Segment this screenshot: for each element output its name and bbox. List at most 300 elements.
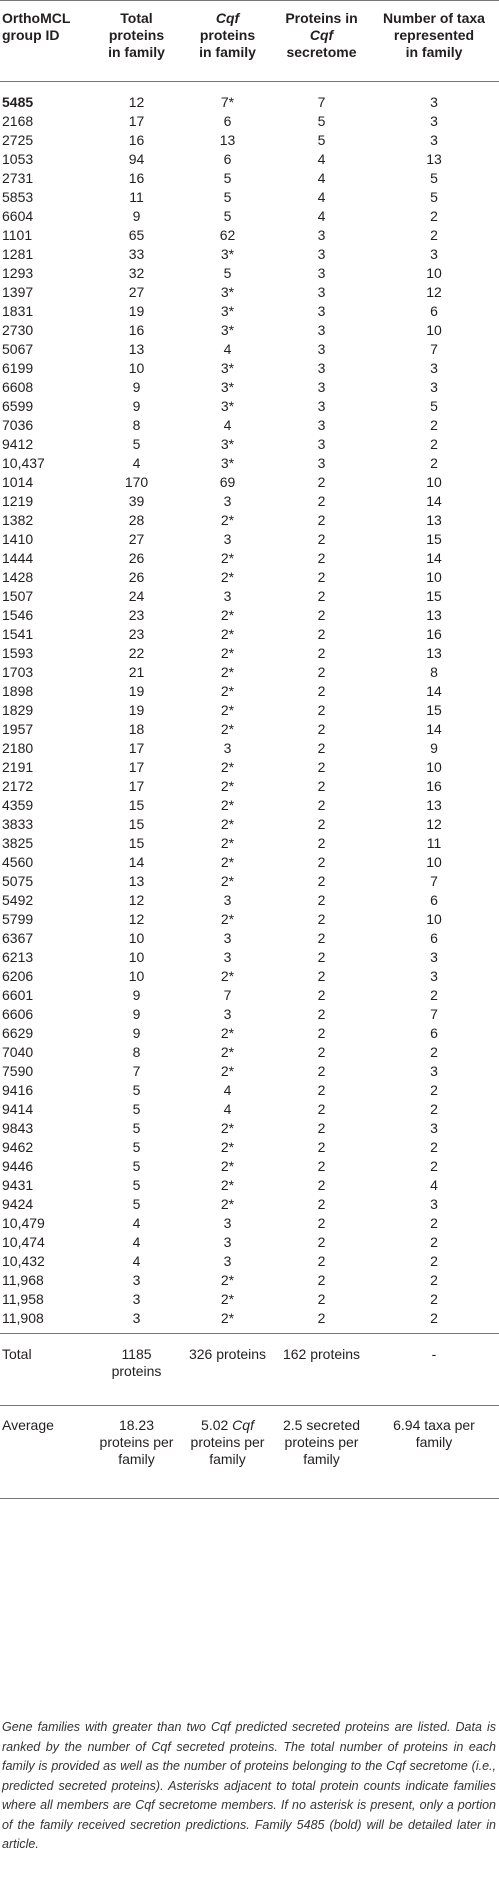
taxa-cell: 3 (430, 949, 438, 965)
table-row (0, 283, 499, 302)
total-proteins-cell: 26 (128, 550, 145, 566)
table-row (0, 910, 499, 929)
header-cqf-proteins: Cqf proteins in family (199, 10, 256, 60)
total-proteins-cell: 9 (132, 208, 141, 224)
secretome-cell: 2 (317, 1120, 326, 1136)
group-id-cell: 7040 (2, 1044, 34, 1060)
total-proteins-cell: 3 (132, 1291, 141, 1307)
total-proteins-cell: 27 (128, 284, 145, 300)
secretome-cell: 2 (317, 797, 326, 813)
table-row (0, 587, 499, 606)
group-id-cell: 9462 (2, 1139, 34, 1155)
cqf-proteins-cell: 2* (220, 1120, 235, 1136)
header-taxa-count: Number of taxa represented in family (383, 10, 485, 60)
total-proteins-cell: 16 (128, 132, 145, 148)
cqf-proteins-cell: 2* (220, 854, 235, 870)
secretome-cell: 2 (317, 512, 326, 528)
secretome-cell: 2 (317, 1196, 326, 1212)
group-id-cell: 6206 (2, 968, 34, 984)
group-id-cell: 2180 (2, 740, 34, 756)
secretome-cell: 2 (317, 873, 326, 889)
taxa-cell: 13 (426, 151, 442, 167)
group-id-cell: 11,908 (2, 1310, 44, 1326)
group-id-cell: 1101 (2, 227, 33, 243)
total-proteins-cell: 9 (132, 987, 141, 1003)
cqf-proteins-cell: 3 (223, 1253, 232, 1269)
group-id-cell: 6608 (2, 379, 34, 395)
cqf-proteins-cell: 2* (220, 1158, 235, 1174)
taxa-cell: 4 (430, 1177, 438, 1193)
cqf-proteins-cell: 3* (220, 246, 235, 262)
cqf-proteins-cell: 3 (223, 740, 232, 756)
taxa-cell: 5 (430, 398, 438, 414)
group-id-cell: 1703 (2, 664, 34, 680)
taxa-cell: 10 (426, 322, 442, 338)
secretome-cell: 2 (317, 569, 326, 585)
table-row (0, 1252, 499, 1271)
cqf-proteins-cell: 2* (220, 778, 235, 794)
table-row (0, 169, 499, 188)
cqf-proteins-cell: 2* (220, 721, 235, 737)
table-row (0, 568, 499, 587)
taxa-cell: 2 (430, 1310, 438, 1326)
group-id-cell: 1219 (2, 493, 34, 509)
total-proteins-cell: 4 (132, 1215, 141, 1231)
total-proteins-cell: 39 (128, 493, 145, 509)
total-proteins-cell: 5 (132, 436, 141, 452)
cqf-proteins-cell: 7* (181, 82, 274, 113)
total-proteins-cell: 24 (128, 588, 145, 604)
secretome-cell: 2 (317, 1291, 326, 1307)
taxa-cell: 3 (430, 360, 438, 376)
taxa-cell: 2 (430, 1044, 438, 1060)
group-id-cell: 1541 (2, 626, 34, 642)
group-id-cell: 3825 (2, 835, 34, 851)
table-row (0, 1271, 499, 1290)
secretome-cell: 3 (317, 436, 326, 452)
table-row (0, 226, 499, 245)
cqf-proteins-cell: 2* (220, 512, 235, 528)
secretome-cell: 3 (317, 227, 326, 243)
group-id-cell: 6601 (2, 987, 34, 1003)
cqf-proteins-cell: 2* (220, 645, 235, 661)
taxa-cell: 10 (426, 474, 442, 490)
secretome-cell: 2 (317, 531, 326, 547)
table-row (0, 1214, 499, 1233)
taxa-cell: 3 (369, 82, 499, 113)
total-proteins-cell: 27 (128, 531, 145, 547)
taxa-cell: 16 (426, 626, 442, 642)
total-proteins-cell: 17 (128, 113, 145, 129)
secretome-cell: 2 (317, 968, 326, 984)
table-row (0, 1043, 499, 1062)
cqf-proteins-cell: 2* (220, 1044, 235, 1060)
taxa-cell: 6 (430, 892, 438, 908)
table-body (0, 82, 499, 1499)
group-id-cell: 11,968 (2, 1272, 44, 1288)
cqf-proteins-cell: 3 (223, 949, 232, 965)
total-proteins-cell: 5 (132, 1158, 141, 1174)
total-proteins-cell: 8 (132, 1044, 141, 1060)
cqf-proteins-cell: 3* (220, 379, 235, 395)
taxa-cell: 3 (430, 1196, 438, 1212)
secretome-cell: 2 (317, 759, 326, 775)
group-id-cell: 9412 (2, 436, 34, 452)
table-row (0, 986, 499, 1005)
group-id-cell: 1397 (2, 284, 34, 300)
taxa-cell: 10 (426, 569, 442, 585)
cqf-proteins-cell: 3 (223, 930, 232, 946)
group-id-cell: 2725 (2, 132, 34, 148)
cqf-proteins-cell: 3* (220, 360, 235, 376)
group-id-cell: 5853 (2, 189, 34, 205)
cqf-proteins-cell: 2* (220, 626, 235, 642)
table-row (0, 1195, 499, 1214)
group-id-cell: 1546 (2, 607, 34, 623)
total-proteins-cell: 13 (128, 341, 145, 357)
secretome-cell: 3 (317, 417, 326, 433)
cqf-proteins-cell: 3* (220, 284, 235, 300)
group-id-cell: 5067 (2, 341, 34, 357)
secretome-cell: 2 (317, 702, 326, 718)
taxa-cell: 2 (430, 1272, 438, 1288)
secretome-cell: 2 (317, 835, 326, 851)
total-proteins-cell: 5 (132, 1082, 141, 1098)
group-id-cell: 5799 (2, 911, 34, 927)
total-proteins-cell: 8 (132, 417, 141, 433)
total-proteins-cell: 65 (128, 227, 145, 243)
cqf-proteins-cell: 7 (223, 987, 232, 1003)
cqf-proteins-cell: 3 (223, 493, 232, 509)
group-id-cell: 1898 (2, 683, 34, 699)
total-proteins: 1185 proteins (92, 1334, 181, 1406)
secretome-cell: 2 (317, 588, 326, 604)
total-proteins-cell: 9 (132, 1006, 141, 1022)
secretome-cell: 2 (317, 683, 326, 699)
total-proteins-cell: 15 (128, 816, 145, 832)
total-proteins-cell: 23 (128, 607, 145, 623)
table-row (0, 150, 499, 169)
cqf-proteins-cell: 2* (220, 1139, 235, 1155)
cqf-proteins-cell: 4 (223, 1082, 232, 1098)
total-proteins-cell: 5 (132, 1101, 141, 1117)
secretome-cell: 4 (317, 208, 326, 224)
secretome-cell: 2 (317, 493, 326, 509)
cqf-proteins-cell: 3 (223, 531, 232, 547)
average-row (0, 1406, 499, 1499)
cqf-proteins-cell: 4 (223, 417, 232, 433)
taxa-cell: 13 (426, 645, 442, 661)
taxa-cell: 9 (430, 740, 438, 756)
cqf-proteins-cell: 2* (220, 797, 235, 813)
table-row (0, 207, 499, 226)
cqf-proteins-cell: 3 (223, 1234, 232, 1250)
cqf-proteins-cell: 4 (223, 341, 232, 357)
total-proteins-cell: 19 (128, 702, 145, 718)
group-id-cell: 2730 (2, 322, 34, 338)
secretome-cell: 2 (317, 930, 326, 946)
cqf-proteins-cell: 3* (220, 322, 235, 338)
table-row (0, 1157, 499, 1176)
group-id-cell: 6599 (2, 398, 34, 414)
group-id-cell: 9416 (2, 1082, 34, 1098)
table-row (0, 1024, 499, 1043)
taxa-cell: 10 (426, 854, 442, 870)
taxa-cell: 2 (430, 987, 438, 1003)
cqf-proteins-cell: 2* (220, 1310, 235, 1326)
group-id-cell: 10,479 (2, 1215, 45, 1231)
taxa-cell: 11 (426, 835, 442, 851)
cqf-proteins-cell: 3* (220, 303, 235, 319)
taxa-cell: 2 (430, 1234, 438, 1250)
secretome-cell: 7 (274, 82, 369, 113)
cqf-proteins-cell: 3 (223, 892, 232, 908)
total-proteins-cell: 10 (128, 360, 145, 376)
total-proteins-cell: 16 (128, 322, 145, 338)
cqf-proteins-cell: 3* (220, 455, 235, 471)
table-row (0, 1081, 499, 1100)
secretome-cell: 4 (317, 151, 326, 167)
table-row (0, 302, 499, 321)
taxa-cell: 3 (430, 113, 438, 129)
taxa-cell: 7 (430, 873, 438, 889)
table-row (0, 264, 499, 283)
table-row (0, 663, 499, 682)
secretome-cell: 3 (317, 360, 326, 376)
table-row (0, 701, 499, 720)
secretome-cell: 2 (317, 1310, 326, 1326)
group-id-cell: 1014 (2, 474, 34, 490)
secretome-cell: 2 (317, 1063, 326, 1079)
total-cqf: 326 proteins (181, 1334, 274, 1406)
secretome-cell: 2 (317, 892, 326, 908)
total-proteins-cell: 170 (124, 474, 149, 490)
table-row (0, 1100, 499, 1119)
table-row (0, 1119, 499, 1138)
table-row (0, 359, 499, 378)
table-row (0, 511, 499, 530)
total-proteins-cell: 7 (132, 1063, 141, 1079)
secretome-cell: 2 (317, 778, 326, 794)
secretome-cell: 4 (317, 170, 326, 186)
total-proteins-cell: 5 (132, 1177, 141, 1193)
taxa-cell: 10 (426, 265, 442, 281)
taxa-cell: 16 (426, 778, 442, 794)
secretome-cell: 2 (317, 1234, 326, 1250)
group-id-cell: 1410 (2, 531, 34, 547)
group-id-cell: 2172 (2, 778, 34, 794)
group-id-cell: 2168 (2, 113, 34, 129)
group-id-cell: 5075 (2, 873, 34, 889)
secretome-cell: 2 (317, 949, 326, 965)
taxa-cell: 14 (426, 493, 442, 509)
secretome-cell: 2 (317, 1215, 326, 1231)
total-proteins-cell: 12 (128, 892, 145, 908)
taxa-cell: 12 (426, 284, 442, 300)
total-proteins-cell: 11 (129, 189, 144, 205)
total-proteins-cell: 17 (128, 778, 145, 794)
taxa-cell: 6 (430, 930, 438, 946)
secretome-cell: 2 (317, 607, 326, 623)
total-proteins-cell: 19 (128, 303, 145, 319)
secretome-cell: 3 (317, 284, 326, 300)
group-id-cell: 9431 (2, 1177, 34, 1193)
taxa-cell: 2 (430, 1158, 438, 1174)
taxa-cell: 2 (430, 1101, 438, 1117)
secretome-cell: 2 (317, 721, 326, 737)
taxa-cell: 8 (430, 664, 438, 680)
total-proteins-cell: 9 (132, 1025, 141, 1041)
group-id-cell: 7590 (2, 1063, 34, 1079)
taxa-cell: 13 (426, 607, 442, 623)
taxa-cell: 13 (426, 512, 442, 528)
secretome-cell: 5 (317, 113, 326, 129)
average-cqf: 5.02 Cqf proteins per family (181, 1406, 274, 1499)
taxa-cell: 3 (430, 1063, 438, 1079)
group-id-cell: 1829 (2, 702, 34, 718)
total-proteins-cell: 26 (128, 569, 145, 585)
total-proteins-cell: 14 (128, 854, 145, 870)
table-row (0, 1176, 499, 1195)
cqf-proteins-cell: 4 (223, 1101, 232, 1117)
total-proteins-cell: 18 (128, 721, 145, 737)
group-id-cell: 7036 (2, 417, 34, 433)
table-header (0, 1, 499, 82)
taxa-cell: 2 (430, 1139, 438, 1155)
table-row (0, 82, 499, 113)
total-proteins-cell: 94 (128, 151, 145, 167)
secretome-cell: 3 (317, 322, 326, 338)
taxa-cell: 12 (426, 816, 442, 832)
taxa-cell: 7 (430, 341, 438, 357)
group-id-cell: 6606 (2, 1006, 34, 1022)
taxa-cell: 2 (430, 417, 438, 433)
cqf-proteins-cell: 5 (223, 170, 232, 186)
cqf-proteins-cell: 3* (220, 398, 235, 414)
total-proteins-cell: 28 (128, 512, 145, 528)
taxa-cell: 10 (426, 759, 442, 775)
average-label: Average (0, 1406, 92, 1499)
group-id-cell: 1957 (2, 721, 34, 737)
secretome-cell: 2 (317, 854, 326, 870)
group-id-cell: 10,474 (2, 1234, 45, 1250)
cqf-proteins-cell: 13 (219, 132, 236, 148)
table-row (0, 739, 499, 758)
group-id-cell: 1428 (2, 569, 34, 585)
secretome-cell: 2 (317, 987, 326, 1003)
total-proteins-cell: 12 (92, 82, 181, 113)
table-row (0, 796, 499, 815)
total-proteins-cell: 15 (128, 797, 145, 813)
secretome-cell: 5 (317, 132, 326, 148)
cqf-proteins-cell: 2* (220, 968, 235, 984)
table-row (0, 929, 499, 948)
secretome-cell: 3 (317, 303, 326, 319)
taxa-cell: 2 (430, 455, 438, 471)
secretome-cell: 3 (317, 246, 326, 262)
taxa-cell: 15 (426, 531, 442, 547)
group-id-cell: 2731 (2, 170, 34, 186)
cqf-proteins-cell: 5 (223, 208, 232, 224)
cqf-proteins-cell: 2* (220, 607, 235, 623)
average-taxa: 6.94 taxa per family (369, 1406, 499, 1499)
table-row (0, 891, 499, 910)
secretome-cell: 2 (317, 1044, 326, 1060)
table-row (0, 131, 499, 150)
total-row (0, 1334, 499, 1406)
secretome-cell: 2 (317, 1272, 326, 1288)
total-proteins-cell: 16 (128, 170, 145, 186)
table-row (0, 397, 499, 416)
group-id-cell: 2191 (2, 759, 34, 775)
group-id-cell: 4359 (2, 797, 34, 813)
table-row (0, 872, 499, 891)
total-proteins-cell: 5 (132, 1139, 141, 1155)
header-cqf-secretome: Proteins in Cqf secretome (285, 10, 358, 60)
secretome-cell: 4 (317, 189, 326, 205)
cqf-proteins-cell: 2* (220, 1196, 235, 1212)
total-proteins-cell: 21 (128, 664, 145, 680)
table-row (0, 530, 499, 549)
group-id-cell: 6213 (2, 949, 34, 965)
taxa-cell: 6 (430, 1025, 438, 1041)
cqf-proteins-cell: 2* (220, 873, 235, 889)
table-row (0, 948, 499, 967)
table-row (0, 454, 499, 473)
table-row (0, 777, 499, 796)
taxa-cell: 14 (426, 550, 442, 566)
table-row (0, 1138, 499, 1157)
taxa-cell: 10 (426, 911, 442, 927)
average-proteins: 18.23 proteins per family (92, 1406, 181, 1499)
secretome-cell: 2 (317, 1082, 326, 1098)
secretome-cell: 2 (317, 645, 326, 661)
secretome-cell: 2 (317, 1006, 326, 1022)
taxa-cell: 3 (430, 132, 438, 148)
table-row (0, 967, 499, 986)
total-proteins-cell: 12 (128, 911, 145, 927)
taxa-cell: 15 (426, 588, 442, 604)
taxa-cell: 5 (430, 189, 438, 205)
taxa-cell: 3 (430, 968, 438, 984)
cqf-proteins-cell: 5 (223, 265, 232, 281)
total-proteins-cell: 15 (128, 835, 145, 851)
group-id-cell: 6604 (2, 208, 34, 224)
taxa-cell: 2 (430, 1291, 438, 1307)
group-id-cell: 5485 (0, 82, 92, 113)
group-id-cell: 1507 (2, 588, 34, 604)
cqf-proteins-cell: 2* (220, 911, 235, 927)
cqf-proteins-cell: 3 (223, 588, 232, 604)
secretome-cell: 2 (317, 626, 326, 642)
cqf-proteins-cell: 2* (220, 1063, 235, 1079)
group-id-cell: 1053 (2, 151, 34, 167)
total-proteins-cell: 32 (128, 265, 145, 281)
secretome-cell: 3 (317, 398, 326, 414)
table-row (0, 378, 499, 397)
group-id-cell: 1293 (2, 265, 34, 281)
taxa-cell: 14 (426, 721, 442, 737)
cqf-proteins-cell: 2* (220, 1025, 235, 1041)
taxa-cell: 2 (430, 208, 438, 224)
table-row (0, 1233, 499, 1252)
secretome-cell: 3 (317, 455, 326, 471)
taxa-cell: 15 (426, 702, 442, 718)
group-id-cell: 3833 (2, 816, 34, 832)
group-id-cell: 6367 (2, 930, 34, 946)
cqf-proteins-cell: 2* (220, 683, 235, 699)
total-proteins-cell: 4 (132, 1253, 141, 1269)
